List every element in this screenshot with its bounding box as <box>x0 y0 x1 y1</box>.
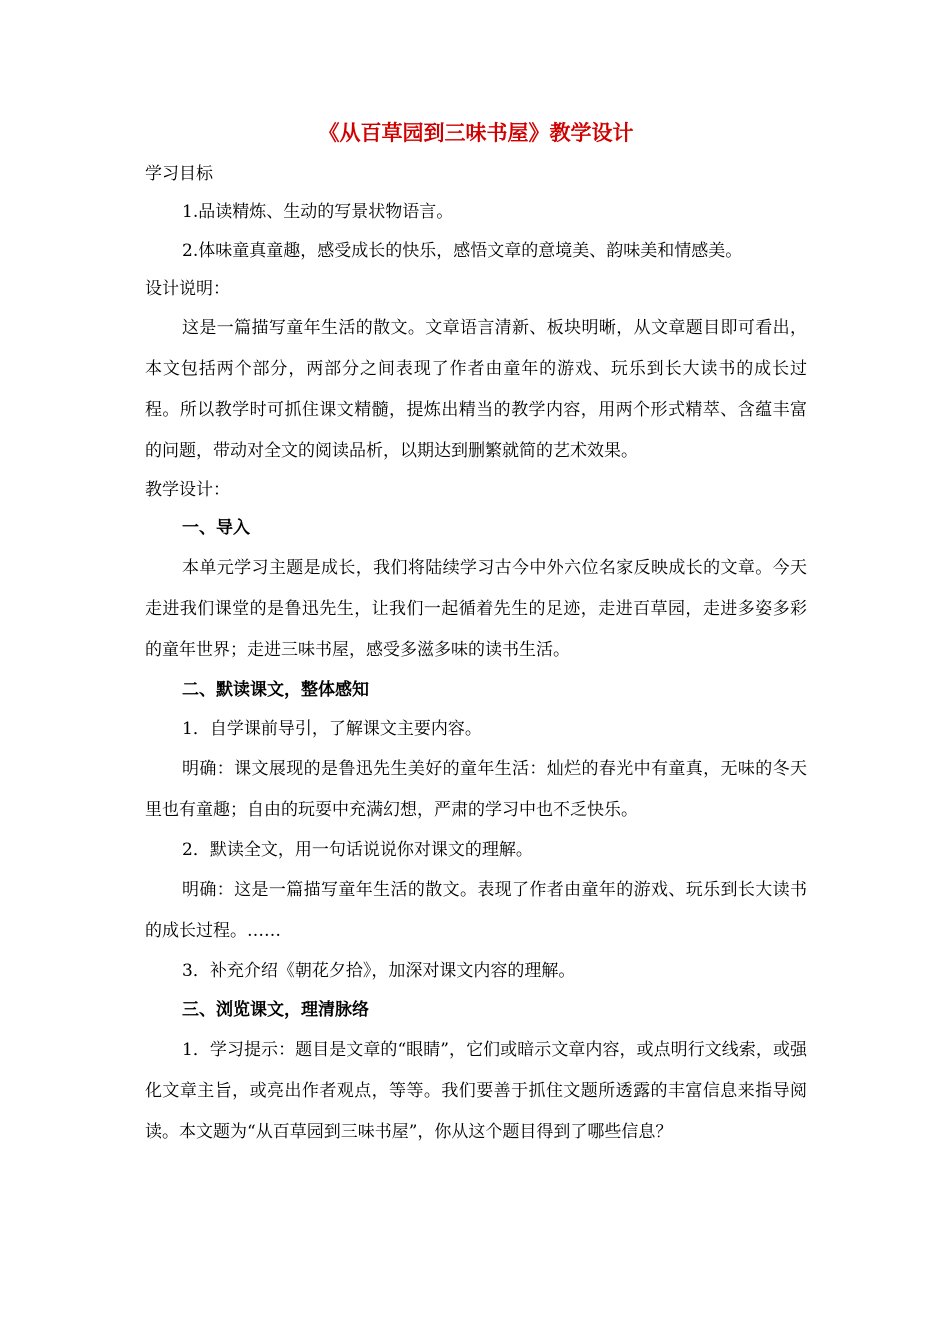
teaching-design-label: 教学设计： <box>145 480 230 500</box>
section-2-item-1: 1．自学课前导引，了解课文主要内容。 <box>182 719 482 739</box>
section-3-item-1: 1．学习提示：题目是文章的“眼睛”，它们或暗示文章内容，或点明行文线索，或强化文章主旨，或亮出作者观点，等等。我们要善于抓住文题所透露的丰富信息来指导阅读。本文题为“从百草园到三味书屋”，你从这个题目得到了哪些信息？ <box>145 1040 807 1142</box>
section-2-answer-2: 明确：这是一篇描写童年生活的散文。表现了作者由童年的游戏、玩乐到长大读书的成长过程。…… <box>145 880 807 941</box>
document-title: 《从百草园到三味书屋》教学设计 <box>318 120 634 145</box>
section-1-heading: 一、导入 <box>182 518 250 538</box>
section-2-item-3: 3．补充介绍《朝花夕拾》，加深对课文内容的理解。 <box>182 961 576 981</box>
document-page <box>145 118 807 1153</box>
design-note-text: 这是一篇描写童年生活的散文。文章语言清新、板块明晰，从文章题目即可看出，本文包括两个部分，两部分之间表现了作者由童年的游戏、玩乐到长大读书的成长过程。所以教学时可抓住课文精髓，提炼出精当的教学内容，用两个形式精萃、含蕴丰富的问题，带动对全文的阅读品析，以期达到删繁就简的艺术效果。 <box>145 318 807 461</box>
section-2-item-2: 2．默读全文，用一句话说说你对课文的理解。 <box>182 840 533 860</box>
section-2-heading: 二、默读课文，整体感知 <box>182 680 369 700</box>
design-note-label: 设计说明： <box>145 279 230 299</box>
objective-1: 1.品读精炼、生动的写景状物语言。 <box>182 202 454 222</box>
objective-2: 2.体味童真童趣，感受成长的快乐，感悟文章的意境美、韵味美和情感美。 <box>182 241 743 261</box>
section-3-heading: 三、浏览课文，理清脉络 <box>182 1000 369 1020</box>
objectives-label: 学习目标 <box>145 164 213 184</box>
section-1-text: 本单元学习主题是成长，我们将陆续学习古今中外六位名家反映成长的文章。今天走进我们课堂的是鲁迅先生，让我们一起循着先生的足迹，走进百草园，走进多姿多彩的童年世界；走进三味书屋，感受多滋多味的读书生活。 <box>145 558 807 660</box>
section-2-answer-1: 明确：课文展现的是鲁迅先生美好的童年生活：灿烂的春光中有童真，无味的冬天里也有童趣；自由的玩耍中充满幻想，严肃的学习中也不乏快乐。 <box>145 759 807 820</box>
